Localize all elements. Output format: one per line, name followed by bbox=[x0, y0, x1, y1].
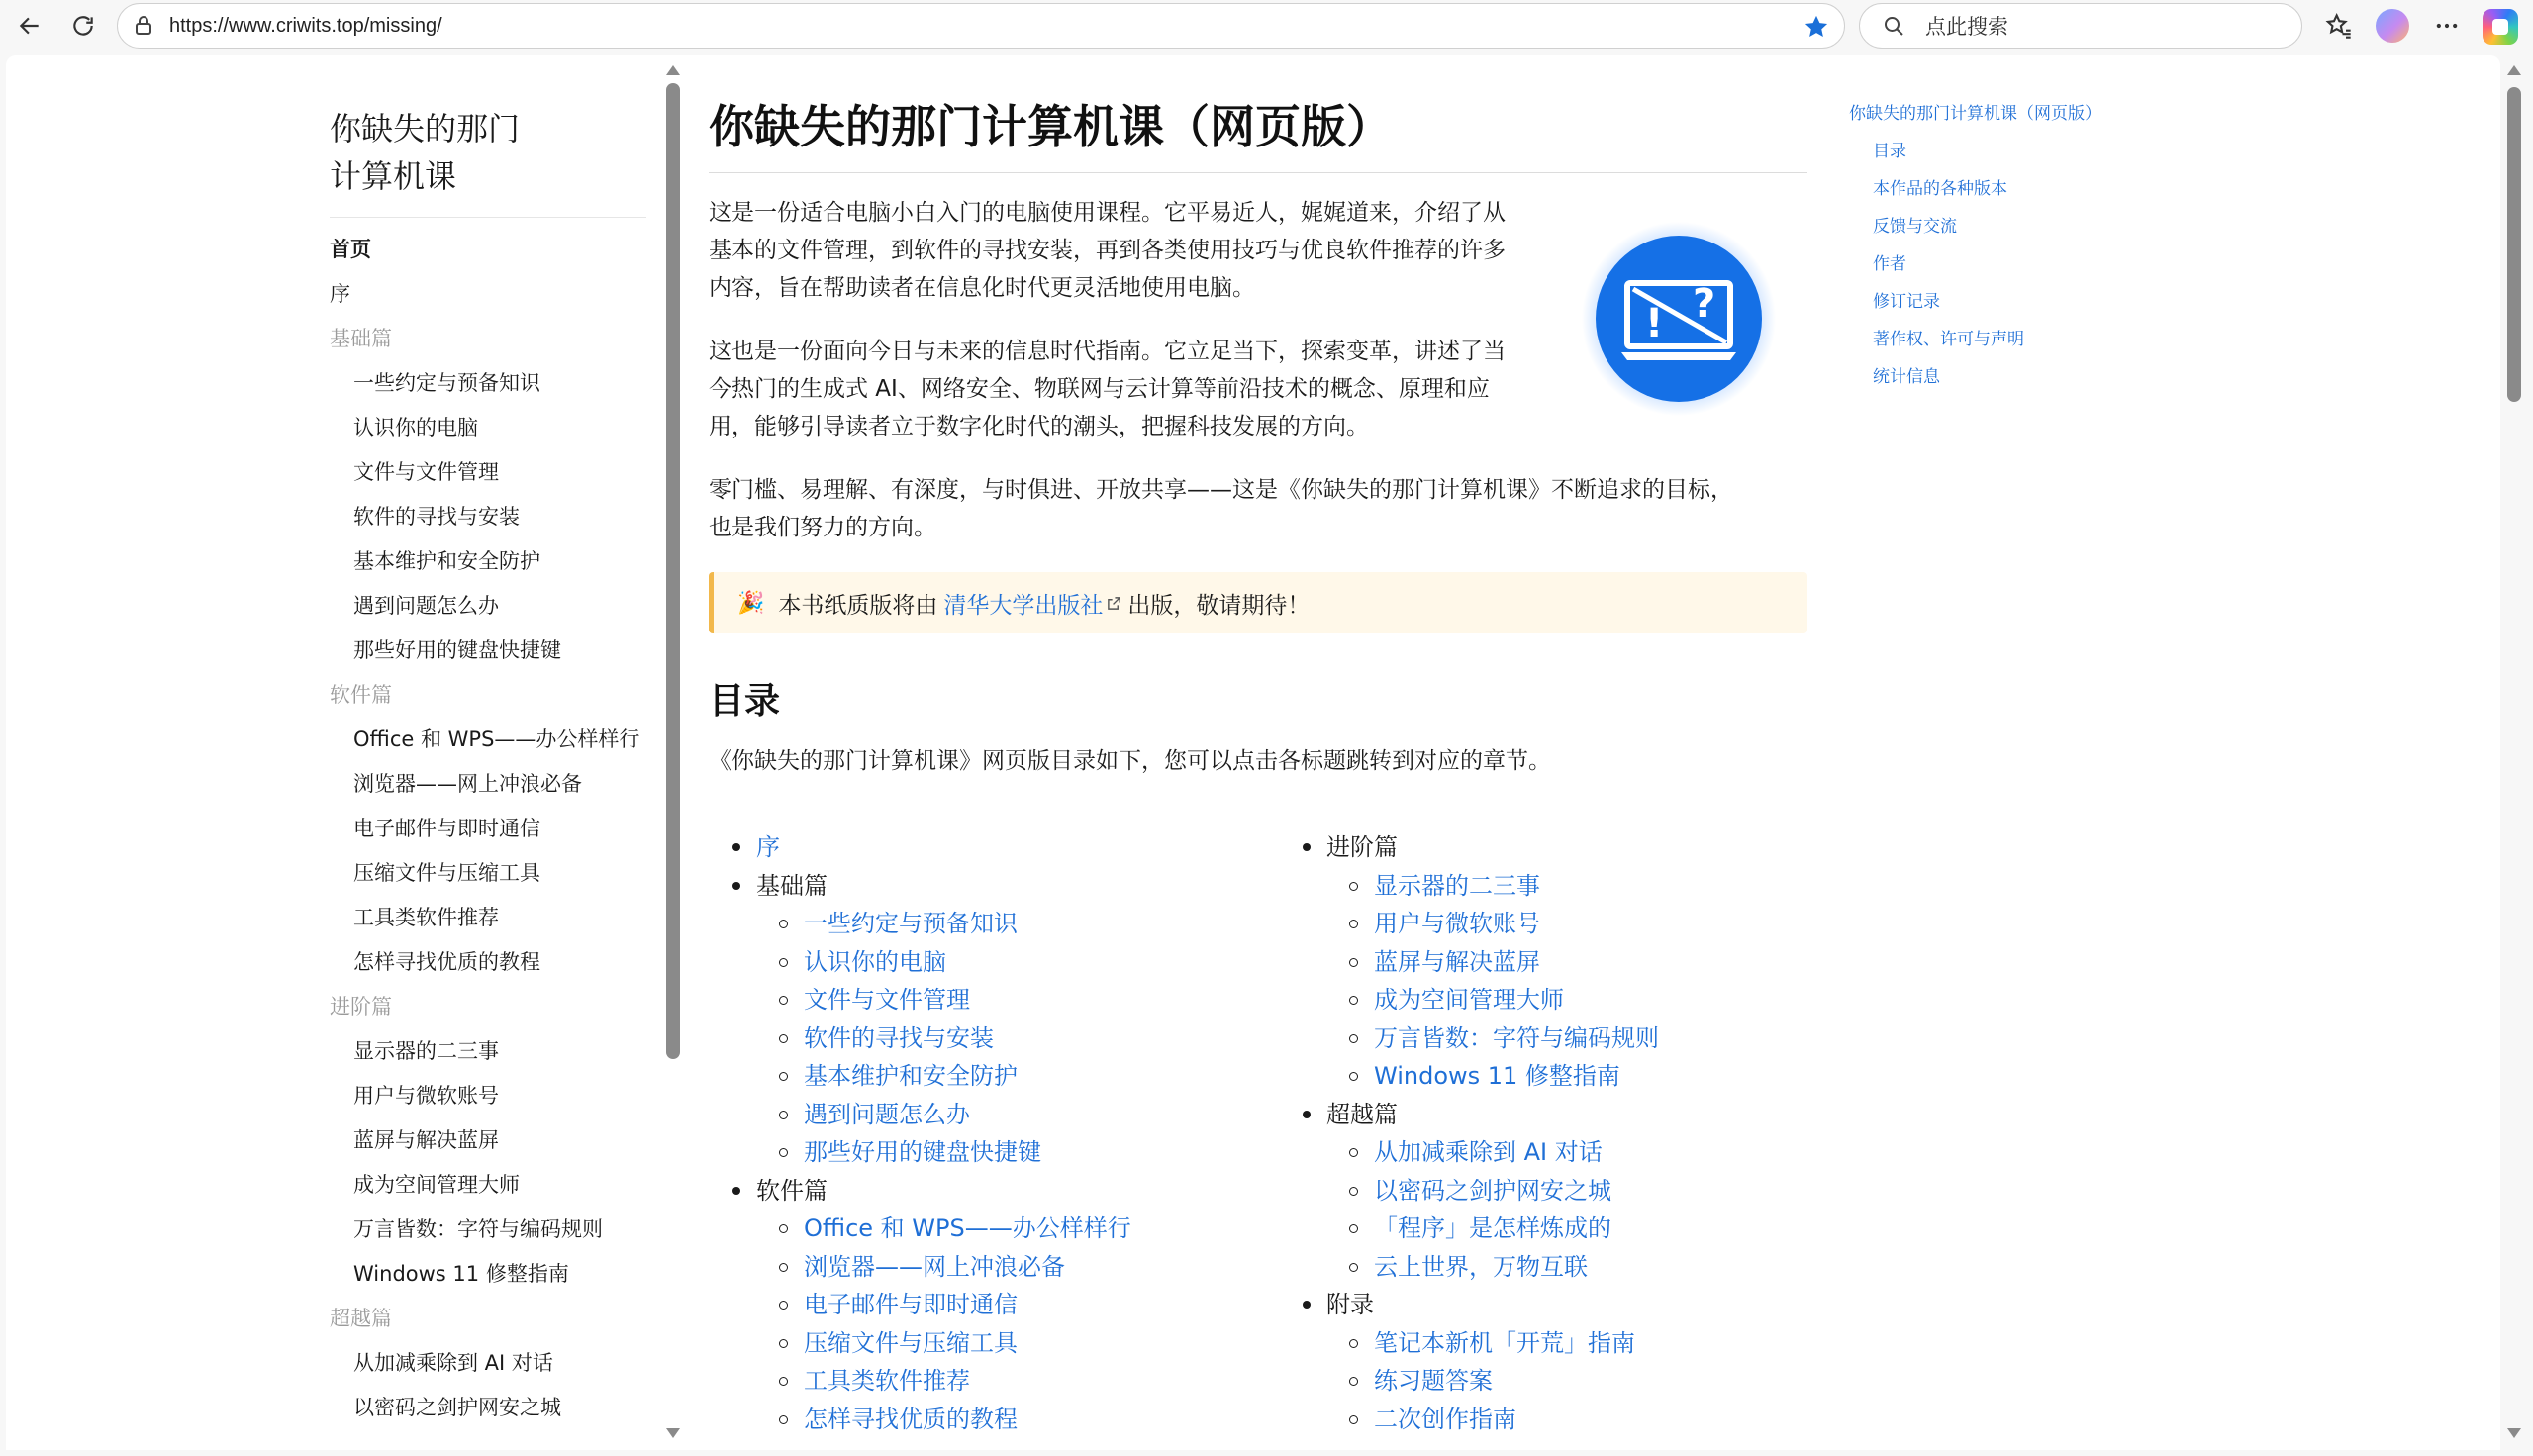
sidebar-item[interactable]: 电子邮件与即时通信 bbox=[353, 817, 540, 840]
right-toc-link[interactable]: 修订记录 bbox=[1873, 292, 1940, 312]
page-title: 你缺失的那门计算机课（网页版） bbox=[709, 100, 1392, 153]
toc-chapter-link[interactable]: 以密码之剑护网安之城 bbox=[1279, 1172, 1659, 1211]
toc-chapter-link[interactable]: 文件与文件管理 bbox=[709, 981, 1131, 1019]
toc-chapter-link[interactable]: Windows 11 修整指南 bbox=[1279, 1057, 1659, 1096]
toc-chapter-link[interactable]: 万言皆数：字符与编码规则 bbox=[1279, 1019, 1659, 1058]
publication-notice bbox=[709, 572, 1807, 633]
sidebar-item[interactable]: 显示器的二三事 bbox=[353, 1039, 499, 1063]
intro-paragraph-3 bbox=[709, 471, 1733, 546]
intro-2-line-2: 今热门的生成式 AI、网络安全、物联网与云计算等前沿技术的概念、原理和应 bbox=[709, 376, 1490, 402]
title-divider bbox=[709, 172, 1807, 173]
right-toc-link[interactable]: 作者 bbox=[1873, 254, 1906, 274]
sidebar-scrollbar-thumb[interactable] bbox=[666, 83, 680, 1059]
toc-part-label: 附录 bbox=[1279, 1286, 1659, 1324]
toc-chapter-link[interactable]: 显示器的二三事 bbox=[1279, 867, 1659, 906]
right-toc-link[interactable]: 目录 bbox=[1873, 142, 1906, 161]
more-dots-icon bbox=[2433, 12, 2461, 40]
toc-part-label: 进阶篇 bbox=[1279, 828, 1659, 867]
sidebar-item[interactable]: 序 bbox=[330, 282, 350, 306]
toc-heading: 目录 bbox=[709, 681, 781, 722]
external-link-icon bbox=[1107, 596, 1121, 611]
sidebar-item[interactable]: 蓝屏与解决蓝屏 bbox=[353, 1128, 499, 1152]
notice-text-before: 本书纸质版将由 bbox=[778, 592, 938, 619]
toc-chapter-link[interactable]: 一些约定与预备知识 bbox=[709, 905, 1131, 943]
toc-chapter-link[interactable]: 蓝屏与解决蓝屏 bbox=[1279, 943, 1659, 982]
toc-chapter-link[interactable]: 云上世界，万物互联 bbox=[1279, 1248, 1659, 1287]
toc-chapter-link[interactable]: 软件的寻找与安装 bbox=[709, 1019, 1131, 1058]
search-placeholder: 点此搜索 bbox=[1925, 15, 2008, 39]
right-toc-link[interactable]: 反馈与交流 bbox=[1873, 217, 1957, 237]
sidebar-item[interactable]: 压缩文件与压缩工具 bbox=[353, 861, 540, 885]
sidebar-item[interactable]: Windows 11 修整指南 bbox=[353, 1262, 569, 1286]
left-sidebar bbox=[6, 55, 689, 1450]
toc-part-label: 超越篇 bbox=[1279, 1096, 1659, 1134]
arrow-left-icon bbox=[17, 13, 43, 39]
sidebar-section-label: 进阶篇 bbox=[330, 995, 392, 1019]
sidebar-item[interactable]: 浏览器——网上冲浪必备 bbox=[353, 772, 582, 796]
page-scroll-up-arrow[interactable] bbox=[2507, 65, 2521, 75]
toc-chapter-link[interactable]: 浏览器——网上冲浪必备 bbox=[709, 1248, 1131, 1287]
sidebar-nav-list bbox=[330, 230, 646, 1432]
sidebar-section-label: 软件篇 bbox=[330, 683, 392, 707]
sidebar-item[interactable]: 用户与微软账号 bbox=[353, 1084, 499, 1108]
toc-part-label: 软件篇 bbox=[709, 1172, 1131, 1211]
toc-chapter-link[interactable]: 那些好用的键盘快捷键 bbox=[709, 1133, 1131, 1172]
search-box[interactable] bbox=[1859, 3, 2302, 49]
sidebar-item[interactable]: Office 和 WPS——办公样样行 bbox=[353, 728, 640, 751]
sidebar-item[interactable]: 怎样寻找优质的教程 bbox=[353, 950, 540, 974]
site-title[interactable] bbox=[330, 105, 557, 200]
toc-chapter-link[interactable]: 成为空间管理大师 bbox=[1279, 981, 1659, 1019]
site-title-line2: 计算机课 bbox=[330, 157, 457, 195]
sidebar-section-label: 基础篇 bbox=[330, 327, 392, 350]
sidebar-item[interactable]: 首页 bbox=[330, 238, 371, 261]
sidebar-item[interactable]: 万言皆数：字符与编码规则 bbox=[353, 1217, 603, 1241]
favorites-list-icon bbox=[2325, 12, 2353, 40]
right-toc-link[interactable]: 著作权、许可与声明 bbox=[1873, 330, 2024, 349]
favorites-button[interactable] bbox=[2322, 9, 2356, 43]
toc-intro: 《你缺失的那门计算机课》网页版目录如下，您可以点击各标题跳转到对应的章节。 bbox=[709, 748, 1551, 774]
toc-chapter-link[interactable]: 「程序」是怎样炼成的 bbox=[1279, 1210, 1659, 1248]
toc-chapter-link[interactable]: 练习题答案 bbox=[1279, 1362, 1659, 1401]
intro-3-line-2: 也是我们努力的方向。 bbox=[709, 515, 936, 540]
publisher-link[interactable] bbox=[943, 587, 1103, 620]
reload-button[interactable] bbox=[63, 6, 103, 46]
toc-chapter-link[interactable]: 怎样寻找优质的教程 bbox=[709, 1401, 1131, 1439]
course-logo-icon bbox=[1580, 220, 1778, 418]
publisher-link-label: 清华大学出版社 bbox=[943, 592, 1104, 619]
site-info-icon[interactable] bbox=[132, 14, 155, 38]
url-text[interactable]: https://www.criwits.top/missing/ bbox=[169, 14, 442, 37]
sidebar-scroll-up-arrow[interactable] bbox=[666, 65, 680, 75]
sidebar-item[interactable]: 一些约定与预备知识 bbox=[353, 371, 540, 395]
toc-link[interactable]: 序 bbox=[709, 828, 1131, 867]
sidebar-item[interactable]: 成为空间管理大师 bbox=[353, 1173, 520, 1197]
favorite-star-icon[interactable] bbox=[1802, 13, 1830, 41]
page-viewport bbox=[6, 55, 2500, 1450]
sidebar-item[interactable]: 以密码之剑护网安之城 bbox=[353, 1396, 561, 1419]
site-title-line1: 你缺失的那门 bbox=[330, 110, 521, 147]
profile-avatar[interactable] bbox=[2376, 9, 2409, 43]
svg-text:!: ! bbox=[1645, 301, 1664, 346]
sidebar-item[interactable]: 遇到问题怎么办 bbox=[353, 594, 499, 618]
toc-chapter-link[interactable]: 二次创作指南 bbox=[1279, 1401, 1659, 1439]
right-toc-link[interactable]: 你缺失的那门计算机课（网页版） bbox=[1849, 104, 2101, 124]
toc-chapter-link[interactable]: 工具类软件推荐 bbox=[709, 1362, 1131, 1401]
search-icon bbox=[1882, 14, 1905, 38]
page-scrollbar-thumb[interactable] bbox=[2507, 87, 2521, 402]
toc-chapter-link[interactable]: 遇到问题怎么办 bbox=[709, 1096, 1131, 1134]
intro-2-line-1: 这也是一份面向今日与未来的信息时代指南。它立足当下，探索变革，讲述了当 bbox=[709, 339, 1506, 364]
sidebar-item[interactable]: 从加减乘除到 AI 对话 bbox=[353, 1351, 553, 1375]
toc-chapter-link[interactable]: 基本维护和安全防护 bbox=[709, 1057, 1131, 1096]
intro-1-line-3: 内容，旨在帮助读者在信息化时代更灵活地使用电脑。 bbox=[709, 275, 1255, 301]
intro-1-line-1: 这是一份适合电脑小白入门的电脑使用课程。它平易近人，娓娓道来，介绍了从 bbox=[709, 200, 1506, 226]
intro-paragraph-1 bbox=[709, 194, 1506, 307]
intro-paragraph-2 bbox=[709, 333, 1506, 445]
more-menu-button[interactable] bbox=[2430, 9, 2464, 43]
intro-3-line-1: 零门槛、易理解、有深度，与时俱进、开放共享——这是《你缺失的那门计算机课》不断追求的目标， bbox=[709, 477, 1733, 503]
toc-chapter-link[interactable]: 认识你的电脑 bbox=[709, 943, 1131, 982]
copilot-icon[interactable] bbox=[2483, 9, 2518, 45]
toc-right-column bbox=[1279, 828, 1659, 1438]
back-button[interactable] bbox=[10, 6, 49, 46]
svg-text:?: ? bbox=[1693, 281, 1716, 327]
sidebar-item[interactable]: 那些好用的键盘快捷键 bbox=[353, 638, 561, 662]
party-popper-icon: 🎉 bbox=[737, 590, 765, 616]
intro-2-line-3: 用，能够引导读者立于数字化时代的潮头，把握科技发展的方向。 bbox=[709, 414, 1369, 439]
sidebar-section-label: 超越篇 bbox=[330, 1307, 392, 1330]
toc-chapter-link[interactable]: Office 和 WPS——办公样样行 bbox=[709, 1210, 1131, 1248]
toc-chapter-link[interactable]: 用户与微软账号 bbox=[1279, 905, 1659, 943]
sidebar-item[interactable]: 文件与文件管理 bbox=[353, 460, 499, 484]
sidebar-item[interactable]: 基本维护和安全防护 bbox=[353, 549, 540, 573]
on-this-page-toc bbox=[1849, 97, 2205, 398]
right-toc-link[interactable]: 本作品的各种版本 bbox=[1873, 179, 2007, 199]
address-bar[interactable] bbox=[117, 3, 1845, 49]
notice-text-after: 出版，敬请期待！ bbox=[1127, 592, 1311, 619]
main-content bbox=[709, 55, 1807, 1450]
sidebar-divider bbox=[330, 217, 646, 218]
sidebar-item[interactable]: 软件的寻找与安装 bbox=[353, 505, 520, 529]
sidebar-scroll-down-arrow[interactable] bbox=[666, 1428, 680, 1438]
toc-part-label: 基础篇 bbox=[709, 867, 1131, 906]
toc-chapter-link[interactable]: 压缩文件与压缩工具 bbox=[709, 1324, 1131, 1363]
toc-chapter-link[interactable]: 电子邮件与即时通信 bbox=[709, 1286, 1131, 1324]
toc-left-column bbox=[709, 828, 1131, 1438]
right-toc-link[interactable]: 统计信息 bbox=[1873, 367, 1940, 387]
browser-toolbar bbox=[0, 0, 2533, 53]
sidebar-item[interactable]: 工具类软件推荐 bbox=[353, 906, 499, 929]
page-scroll-down-arrow[interactable] bbox=[2507, 1428, 2521, 1438]
toc-chapter-link[interactable]: 从加减乘除到 AI 对话 bbox=[1279, 1133, 1659, 1172]
toc-chapter-link[interactable]: 笔记本新机「开荒」指南 bbox=[1279, 1324, 1659, 1363]
intro-1-line-2: 基本的文件管理，到软件的寻找安装，再到各类使用技巧与优良软件推荐的许多 bbox=[709, 238, 1506, 263]
sidebar-item[interactable]: 认识你的电脑 bbox=[353, 416, 478, 439]
reload-icon bbox=[70, 13, 96, 39]
